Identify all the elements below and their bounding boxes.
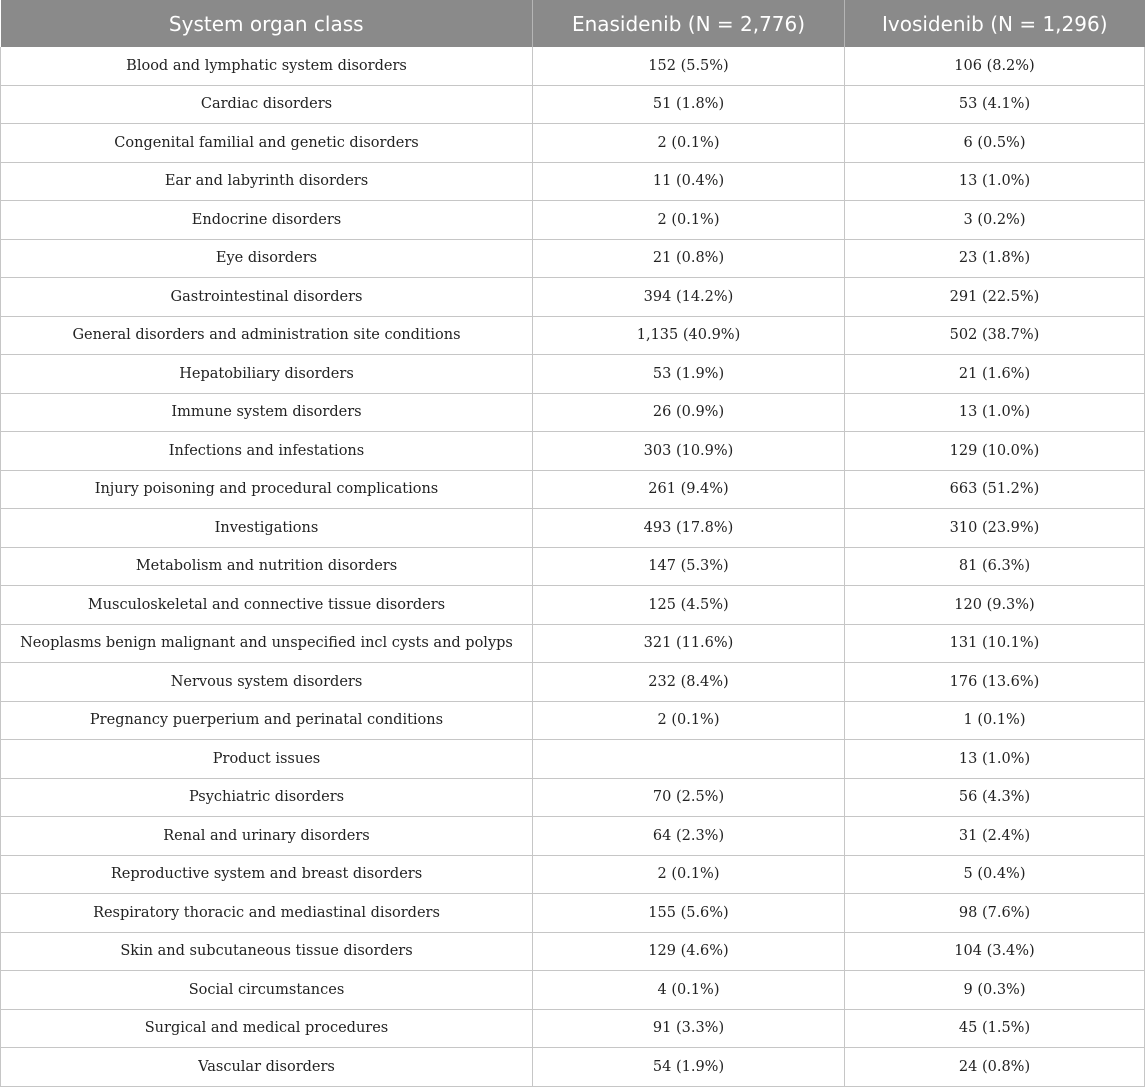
table-body [1,47,1145,1086]
cell-enasidenib: 26 (0.9%) [533,393,845,432]
cell-system-organ-class: Respiratory thoracic and mediastinal disorders [1,894,533,933]
cell-ivosidenib: 5 (0.4%) [845,855,1145,894]
cell-ivosidenib: 176 (13.6%) [845,663,1145,702]
cell-ivosidenib: 13 (1.0%) [845,393,1145,432]
cell-ivosidenib: 106 (8.2%) [845,47,1145,85]
table-row [1,1048,1145,1087]
cell-enasidenib: 54 (1.9%) [533,1048,845,1087]
cell-system-organ-class: Ear and labyrinth disorders [1,162,533,201]
table-row [1,817,1145,856]
cell-system-organ-class: Injury poisoning and procedural complications [1,470,533,509]
cell-system-organ-class: Infections and infestations [1,432,533,471]
cell-system-organ-class: Musculoskeletal and connective tissue disorders [1,586,533,625]
cell-ivosidenib: 104 (3.4%) [845,932,1145,971]
cell-ivosidenib: 23 (1.8%) [845,239,1145,278]
cell-enasidenib: 261 (9.4%) [533,470,845,509]
cell-ivosidenib: 3 (0.2%) [845,201,1145,240]
cell-ivosidenib: 56 (4.3%) [845,778,1145,817]
cell-ivosidenib: 24 (0.8%) [845,1048,1145,1087]
cell-system-organ-class: Vascular disorders [1,1048,533,1087]
cell-system-organ-class: Cardiac disorders [1,85,533,124]
cell-enasidenib: 147 (5.3%) [533,547,845,586]
cell-system-organ-class: Endocrine disorders [1,201,533,240]
header-row [1,0,1145,47]
cell-enasidenib: 321 (11.6%) [533,624,845,663]
table-row [1,701,1145,740]
cell-enasidenib: 232 (8.4%) [533,663,845,702]
cell-enasidenib: 4 (0.1%) [533,971,845,1010]
cell-system-organ-class: Hepatobiliary disorders [1,355,533,394]
table-row [1,239,1145,278]
table-row [1,509,1145,548]
cell-enasidenib: 11 (0.4%) [533,162,845,201]
cell-ivosidenib: 98 (7.6%) [845,894,1145,933]
cell-enasidenib: 70 (2.5%) [533,778,845,817]
cell-ivosidenib: 310 (23.9%) [845,509,1145,548]
cell-system-organ-class: Blood and lymphatic system disorders [1,47,533,85]
cell-system-organ-class: Pregnancy puerperium and perinatal conditions [1,701,533,740]
cell-system-organ-class: Nervous system disorders [1,663,533,702]
cell-ivosidenib: 663 (51.2%) [845,470,1145,509]
table-row [1,547,1145,586]
table-row [1,316,1145,355]
cell-system-organ-class: Investigations [1,509,533,548]
header-system-organ-class: System organ class [1,0,533,47]
table-row [1,663,1145,702]
cell-enasidenib: 125 (4.5%) [533,586,845,625]
cell-system-organ-class: Reproductive system and breast disorders [1,855,533,894]
cell-ivosidenib: 31 (2.4%) [845,817,1145,856]
table-row [1,1009,1145,1048]
table-row [1,740,1145,779]
table-row [1,201,1145,240]
cell-system-organ-class: Immune system disorders [1,393,533,432]
cell-system-organ-class: Congenital familial and genetic disorders [1,124,533,163]
cell-ivosidenib: 1 (0.1%) [845,701,1145,740]
table-row [1,47,1145,85]
table-row [1,355,1145,394]
table-row [1,586,1145,625]
table-row [1,85,1145,124]
cell-enasidenib [533,740,845,779]
cell-ivosidenib: 120 (9.3%) [845,586,1145,625]
cell-system-organ-class: Eye disorders [1,239,533,278]
cell-system-organ-class: General disorders and administration site conditions [1,316,533,355]
cell-system-organ-class: Skin and subcutaneous tissue disorders [1,932,533,971]
header-ivosidenib: Ivosidenib (N = 1,296) [845,0,1145,47]
cell-enasidenib: 155 (5.6%) [533,894,845,933]
cell-enasidenib: 91 (3.3%) [533,1009,845,1048]
cell-enasidenib: 2 (0.1%) [533,201,845,240]
cell-enasidenib: 21 (0.8%) [533,239,845,278]
table-row [1,932,1145,971]
cell-ivosidenib: 21 (1.6%) [845,355,1145,394]
cell-enasidenib: 493 (17.8%) [533,509,845,548]
cell-enasidenib: 394 (14.2%) [533,278,845,317]
cell-system-organ-class: Product issues [1,740,533,779]
cell-system-organ-class: Renal and urinary disorders [1,817,533,856]
table-row [1,971,1145,1010]
cell-system-organ-class: Social circumstances [1,971,533,1010]
table-row [1,778,1145,817]
cell-ivosidenib: 502 (38.7%) [845,316,1145,355]
cell-enasidenib: 53 (1.9%) [533,355,845,394]
cell-system-organ-class: Surgical and medical procedures [1,1009,533,1048]
table-row [1,624,1145,663]
table-row [1,470,1145,509]
table-row [1,855,1145,894]
cell-ivosidenib: 129 (10.0%) [845,432,1145,471]
cell-system-organ-class: Gastrointestinal disorders [1,278,533,317]
cell-ivosidenib: 13 (1.0%) [845,740,1145,779]
cell-ivosidenib: 45 (1.5%) [845,1009,1145,1048]
cell-enasidenib: 1,135 (40.9%) [533,316,845,355]
cell-ivosidenib: 9 (0.3%) [845,971,1145,1010]
cell-enasidenib: 152 (5.5%) [533,47,845,85]
cell-ivosidenib: 6 (0.5%) [845,124,1145,163]
table-row [1,894,1145,933]
cell-enasidenib: 303 (10.9%) [533,432,845,471]
cell-system-organ-class: Neoplasms benign malignant and unspecified incl cysts and polyps [1,624,533,663]
cell-ivosidenib: 53 (4.1%) [845,85,1145,124]
cell-system-organ-class: Psychiatric disorders [1,778,533,817]
cell-ivosidenib: 81 (6.3%) [845,547,1145,586]
cell-ivosidenib: 291 (22.5%) [845,278,1145,317]
cell-enasidenib: 2 (0.1%) [533,701,845,740]
cell-enasidenib: 2 (0.1%) [533,855,845,894]
cell-ivosidenib: 13 (1.0%) [845,162,1145,201]
table-row [1,432,1145,471]
cell-enasidenib: 2 (0.1%) [533,124,845,163]
cell-ivosidenib: 131 (10.1%) [845,624,1145,663]
cell-system-organ-class: Metabolism and nutrition disorders [1,547,533,586]
cell-enasidenib: 129 (4.6%) [533,932,845,971]
table-row [1,124,1145,163]
table-row [1,162,1145,201]
header-enasidenib: Enasidenib (N = 2,776) [533,0,845,47]
table-row [1,393,1145,432]
cell-enasidenib: 64 (2.3%) [533,817,845,856]
cell-enasidenib: 51 (1.8%) [533,85,845,124]
table-row [1,278,1145,317]
